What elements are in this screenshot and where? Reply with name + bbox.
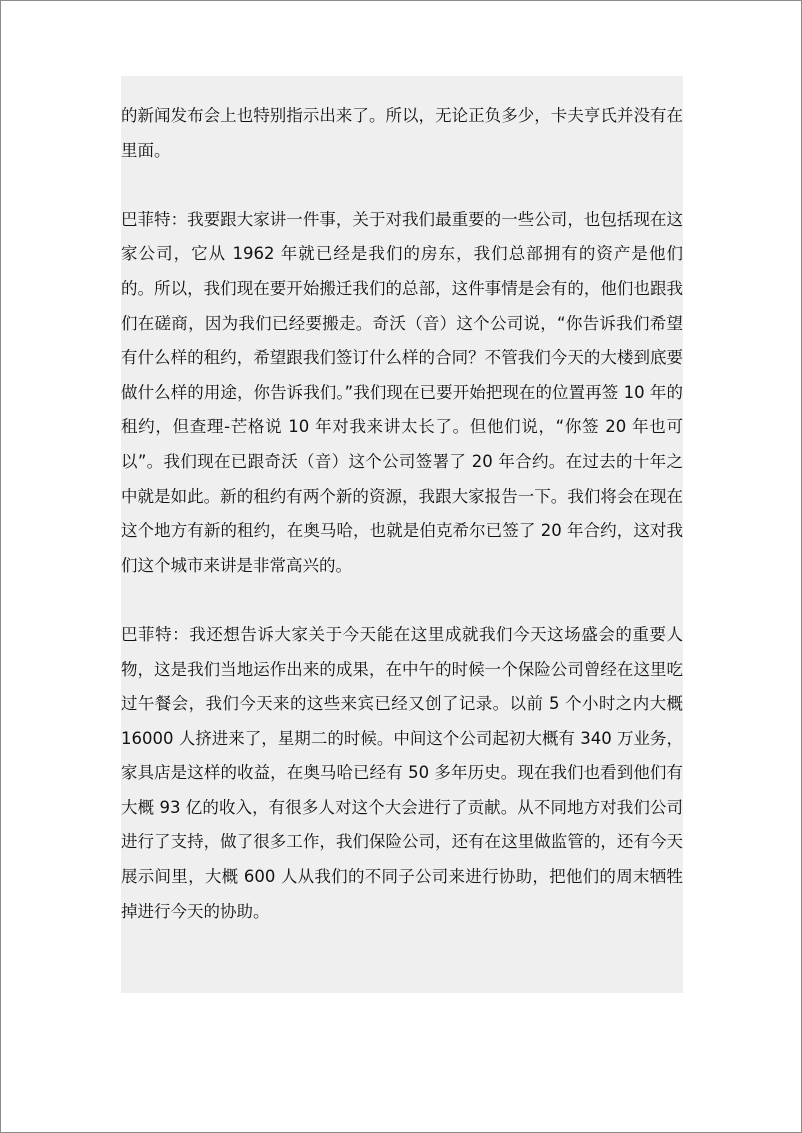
paragraph-3: 巴菲特：我还想告诉大家关于今天能在这里成就我们今天这场盛会的重要人物，这是我们当地运作出来的成果，在中午的时候一个保险公司曾经在这里吃过午餐会，我们今天来的这些来宾已经又创了记录。以前 5 个小时之内大概 16000 人挤进来了，星期二的时候。中间这个公司起初大概有 340 万业务，家具店是这样的收益，在奥马哈已经有 50 多年历史。现在我们也看到他们有大概 93 亿的收入，有很多人对这个大会进行了贡献。从不同地方对我们公司进行了支持，做了很多工作，我们保险公司，还有在这里做监管的，还有今天展示间里，大概 600 人从我们的不同子公司来进行协助，把他们的周末牺牲掉进行今天的协助。	[121, 624, 683, 921]
paragraph-gap	[121, 168, 683, 203]
paragraph-gap	[121, 583, 683, 618]
text-block	[121, 76, 683, 993]
paragraph-2: 巴菲特：我要跟大家讲一件事，关于对我们最重要的一些公司，也包括现在这家公司，它从 1962 年就已经是我们的房东，我们总部拥有的资产是他们的。所以，我们现在要开始搬迁我们的总部，这件事情是会有的，他们也跟我们在磋商，因为我们已经要搬走。奇沃（音）这个公司说，“你告诉我们希望有什么样的租约，希望跟我们签订什么样的合同？不管我们今天的大楼到底要做什么样的用途，你告诉我们。”我们现在已要开始把现在的位置再签 10 年的租约，但查理-芒格说 10 年对我来讲太长了。但他们说，“你签 20 年也可以”。我们现在已跟奇沃（音）这个公司签署了 20 年合约。在过去的十年之中就是如此。新的租约有两个新的资源，我跟大家报告一下。我们将会在现在这个地方有新的租约，在奥马哈，也就是伯克希尔已签了 20 年合约，这对我们这个城市来讲是非常高兴的。	[121, 209, 683, 575]
paragraph-1: 的新闻发布会上也特别指示出来了。所以，无论正负多少，卡夫亨氏并没有在里面。	[121, 106, 683, 160]
